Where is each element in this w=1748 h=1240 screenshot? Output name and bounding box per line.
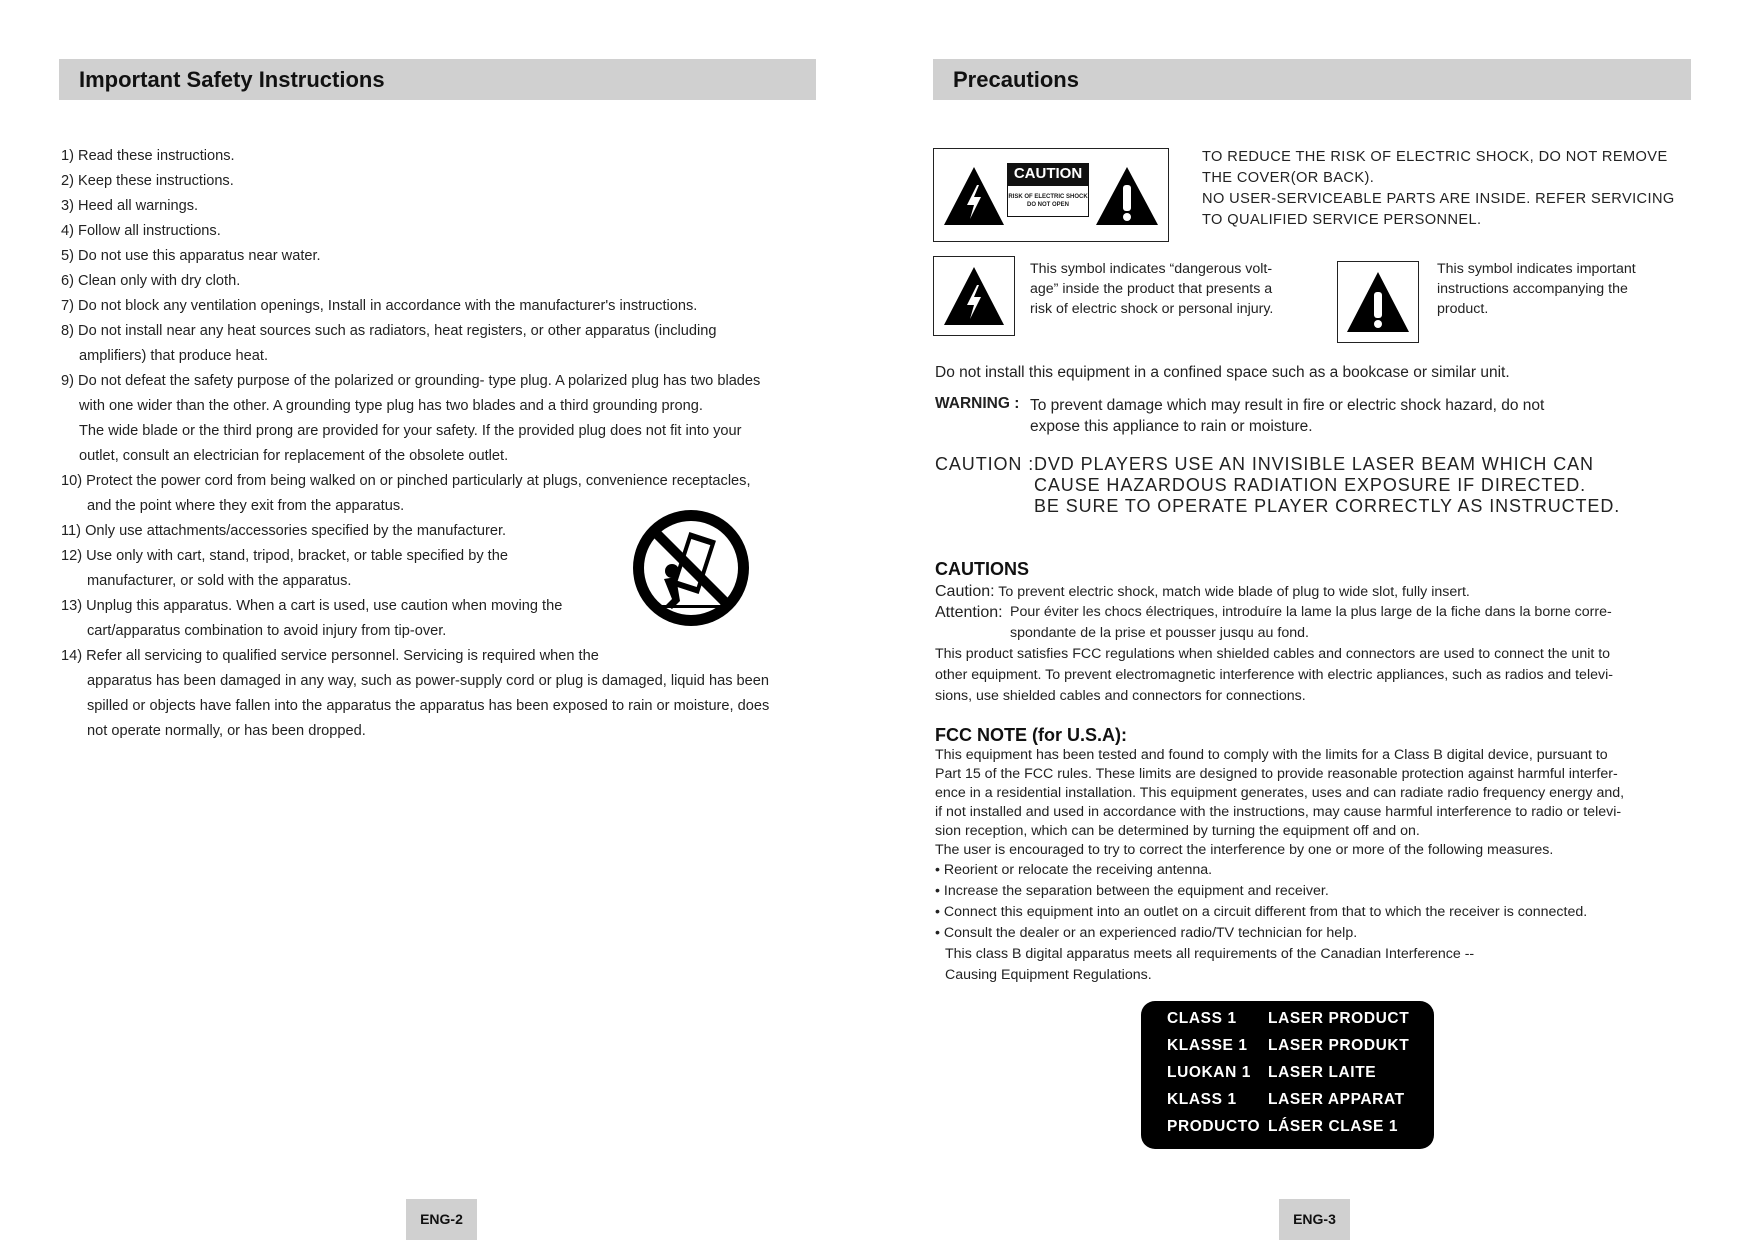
lightning-warning-icon <box>943 165 1005 227</box>
attention-label: Attention: <box>935 604 1003 621</box>
instruction-line: and the point where they exit from the apparatus. <box>87 498 405 514</box>
instruction-line: apparatus has been damaged in any way, such as power-supply cord or plug is damaged, liquid has been <box>87 673 770 689</box>
exclamation-warning-icon <box>1094 165 1160 227</box>
fcc-text-line: sion reception, which can be determined by turning the equipment off and on. <box>935 823 1420 839</box>
caution-subtext <box>1007 185 1089 217</box>
fcc-text-line: The user is encouraged to try to correct the interference by one or more of the following measures. <box>935 842 1554 858</box>
laser-caution-line: CAUSE HAZARDOUS RADIATION EXPOSURE IF DIRECTED. <box>1034 475 1587 495</box>
laser-row <box>1167 1059 1377 1086</box>
warning-label: WARNING : <box>935 395 1020 412</box>
instruction-line: spilled or objects have fallen into the apparatus the apparatus has been exposed to rain or moisture, does <box>87 698 770 714</box>
instruction-line: 5) Do not use this apparatus near water. <box>61 248 321 264</box>
shock-warning-line: TO QUALIFIED SERVICE PERSONNEL. <box>1202 212 1482 228</box>
laser-class-text: KLASSE 1 <box>1167 1037 1248 1054</box>
instruction-line: 8) Do not install near any heat sources such as radiators, heat registers, or other apparatus (including <box>61 323 717 339</box>
laser-caution-text <box>1034 454 1620 517</box>
fcc-measure-item: • Reorient or relocate the receiving antenna. <box>935 862 1213 878</box>
instruction-line: 10) Protect the power cord from being walked on or pinched particularly at plugs, convenience receptacles, <box>61 473 751 489</box>
instruction-line: 1) Read these instructions. <box>61 148 235 164</box>
instruction-line: 2) Keep these instructions. <box>61 173 234 189</box>
page-header-precautions: Precautions <box>933 59 1691 100</box>
fcc-measures-list <box>935 860 1587 944</box>
symbol-text-line: age” inside the product that presents a <box>1030 281 1273 297</box>
instruction-line: outlet, consult an electrician for replacement of the obsolete outlet. <box>79 448 509 464</box>
laser-caution-line: BE SURE TO OPERATE PLAYER CORRECTLY AS INSTRUCTED. <box>1034 496 1621 516</box>
lightning-symbol-box <box>933 256 1015 336</box>
laser-class-text: LUOKAN 1 <box>1167 1064 1252 1081</box>
attention-text-line: Pour éviter les chocs électriques, introduíre la lame la plus large de la fiche dans la borne corre- <box>1010 604 1612 620</box>
laser-class-text: PRODUCTO <box>1167 1118 1261 1135</box>
page-header-safety: Important Safety Instructions <box>59 59 816 100</box>
fcc-measure-item: • Increase the separation between the equipment and receiver. <box>935 883 1329 899</box>
caution-prefix: CAUTION : <box>935 454 1035 474</box>
instruction-line: 7) Do not block any ventilation openings, Install in accordance with the manufacturer's instructions. <box>61 298 698 314</box>
symbol-text-line: instructions accompanying the <box>1437 281 1628 297</box>
page-number: ENG-2 <box>406 1199 477 1240</box>
instruction-line: not operate normally, or has been dropped. <box>87 723 366 739</box>
fcc-measure-item: • Connect this equipment into an outlet on a circuit different from that to which the receiver is connected. <box>935 904 1588 920</box>
instruction-line: cart/apparatus combination to avoid injury from tip-over. <box>87 623 447 639</box>
laser-caution-line: DVD PLAYERS USE AN INVISIBLE LASER BEAM WHICH CAN <box>1034 454 1594 474</box>
instruction-line: with one wider than the other. A grounding type plug has two blades and a third grounding prong. <box>79 398 703 414</box>
fcc-text-line: if not installed and used in accordance with the instructions, may cause harmful interference to radio or televi- <box>935 804 1622 820</box>
instruction-line: 4) Follow all instructions. <box>61 223 221 239</box>
fcc-cable-line: This product satisfies FCC regulations when shielded cables and connectors are used to connect the unit to <box>935 646 1611 662</box>
instruction-line: 3) Heed all warnings. <box>61 198 199 214</box>
laser-row <box>1167 1086 1405 1113</box>
laser-product-text: LASER PRODUKT <box>1268 1037 1410 1054</box>
attention-text-line: spondante de la prise et pousser jusqu au fond. <box>1010 625 1309 641</box>
laser-row <box>1167 1005 1410 1032</box>
caution-line-text: To prevent electric shock, match wide blade of plug to wide slot, fully insert. <box>998 584 1470 600</box>
instruction-line: manufacturer, or sold with the apparatus. <box>87 573 352 589</box>
instruction-line: 6) Clean only with dry cloth. <box>61 273 241 289</box>
laser-product-text: LASER APPARAT <box>1268 1091 1405 1108</box>
laser-product-text: LÁSER CLASE 1 <box>1268 1118 1399 1135</box>
symbol-text-line: This symbol indicates “dangerous volt- <box>1030 261 1273 277</box>
caution-subtext-line: DO NOT OPEN <box>1026 202 1069 208</box>
lightning-warning-icon <box>942 265 1006 327</box>
canadian-notice-line: This class B digital apparatus meets all requirements of the Canadian Interference -- <box>945 946 1475 962</box>
fcc-measure-item: • Consult the dealer or an experienced radio/TV technician for help. <box>935 925 1358 941</box>
fcc-note-text <box>935 746 1624 860</box>
lightning-symbol-description <box>1030 259 1273 319</box>
fcc-cable-line: other equipment. To prevent electromagnetic interference with electric appliances, such as radios and televi- <box>935 667 1613 683</box>
laser-class-text: KLASS 1 <box>1167 1091 1237 1108</box>
shock-warning-line: TO REDUCE THE RISK OF ELECTRIC SHOCK, DO NOT REMOVE <box>1202 149 1668 165</box>
symbol-text-line: product. <box>1437 301 1489 317</box>
page-number: ENG-3 <box>1279 1199 1350 1240</box>
exclamation-warning-icon <box>1345 270 1411 334</box>
fcc-note-heading: FCC NOTE (for U.S.A): <box>935 725 1127 745</box>
instruction-line: 14) Refer all servicing to qualified service personnel. Servicing is required when the <box>61 648 599 664</box>
laser-class-text: CLASS 1 <box>1167 1010 1237 1027</box>
fcc-cable-notice <box>935 644 1613 707</box>
laser-row <box>1167 1032 1410 1059</box>
exclamation-symbol-box <box>1337 261 1419 343</box>
caution-label-text: CAUTION <box>1007 163 1089 185</box>
cautions-heading: CAUTIONS <box>935 559 1029 579</box>
laser-product-label <box>1141 1001 1434 1149</box>
fcc-text-line: Part 15 of the FCC rules. These limits are designed to provide reasonable protection against harmful interfer- <box>935 766 1618 782</box>
warning-text <box>1030 395 1544 437</box>
laser-product-text: LASER PRODUCT <box>1268 1010 1410 1027</box>
shock-warning-text <box>1202 147 1675 231</box>
fcc-text-line: ence in a residential installation. This equipment generates, uses and can radiate radio frequency energy and, <box>935 785 1625 801</box>
caution-line <box>935 581 1470 603</box>
canadian-notice-line: Causing Equipment Regulations. <box>945 967 1152 983</box>
laser-product-text: LASER LAITE <box>1268 1064 1377 1081</box>
instruction-line: 9) Do not defeat the safety purpose of the polarized or grounding- type plug. A polarized plug has two blades <box>61 373 761 389</box>
warning-text-line: To prevent damage which may result in fire or electric shock hazard, do not <box>1030 397 1545 414</box>
instruction-line: 13) Unplug this apparatus. When a cart is used, use caution when moving the <box>61 598 563 614</box>
confined-space-notice: Do not install this equipment in a confined space such as a bookcase or similar unit. <box>935 364 1510 381</box>
instruction-line: The wide blade or the third prong are provided for your safety. If the provided plug does not fit into your <box>79 423 742 439</box>
shock-warning-line: THE COVER(OR BACK). <box>1202 170 1375 186</box>
symbol-text-line: risk of electric shock or personal injury. <box>1030 301 1274 317</box>
instruction-line: amplifiers) that produce heat. <box>79 348 269 364</box>
warning-text-line: expose this appliance to rain or moisture. <box>1030 418 1313 435</box>
caution-subtext-line: RISK OF ELECTRIC SHOCK <box>1008 194 1088 200</box>
laser-row <box>1167 1113 1399 1140</box>
cart-tip-over-warning-icon <box>628 505 754 631</box>
shock-warning-line: NO USER-SERVICEABLE PARTS ARE INSIDE. REFER SERVICING <box>1202 191 1675 207</box>
instruction-line: 12) Use only with cart, stand, tripod, bracket, or table specified by the <box>61 548 508 564</box>
caution-line-label: Caution: <box>935 583 995 600</box>
exclamation-symbol-description <box>1437 259 1636 319</box>
caution-label-graphic <box>933 148 1169 242</box>
fcc-text-line: This equipment has been tested and found to comply with the limits for a Class B digital device, pursuant to <box>935 747 1608 763</box>
symbol-text-line: This symbol indicates important <box>1437 261 1636 277</box>
instruction-line: 11) Only use attachments/accessories specified by the manufacturer. <box>61 523 507 539</box>
attention-text <box>1010 602 1612 644</box>
canadian-notice <box>945 944 1474 986</box>
fcc-cable-line: sions, use shielded cables and connectors for connections. <box>935 688 1306 704</box>
